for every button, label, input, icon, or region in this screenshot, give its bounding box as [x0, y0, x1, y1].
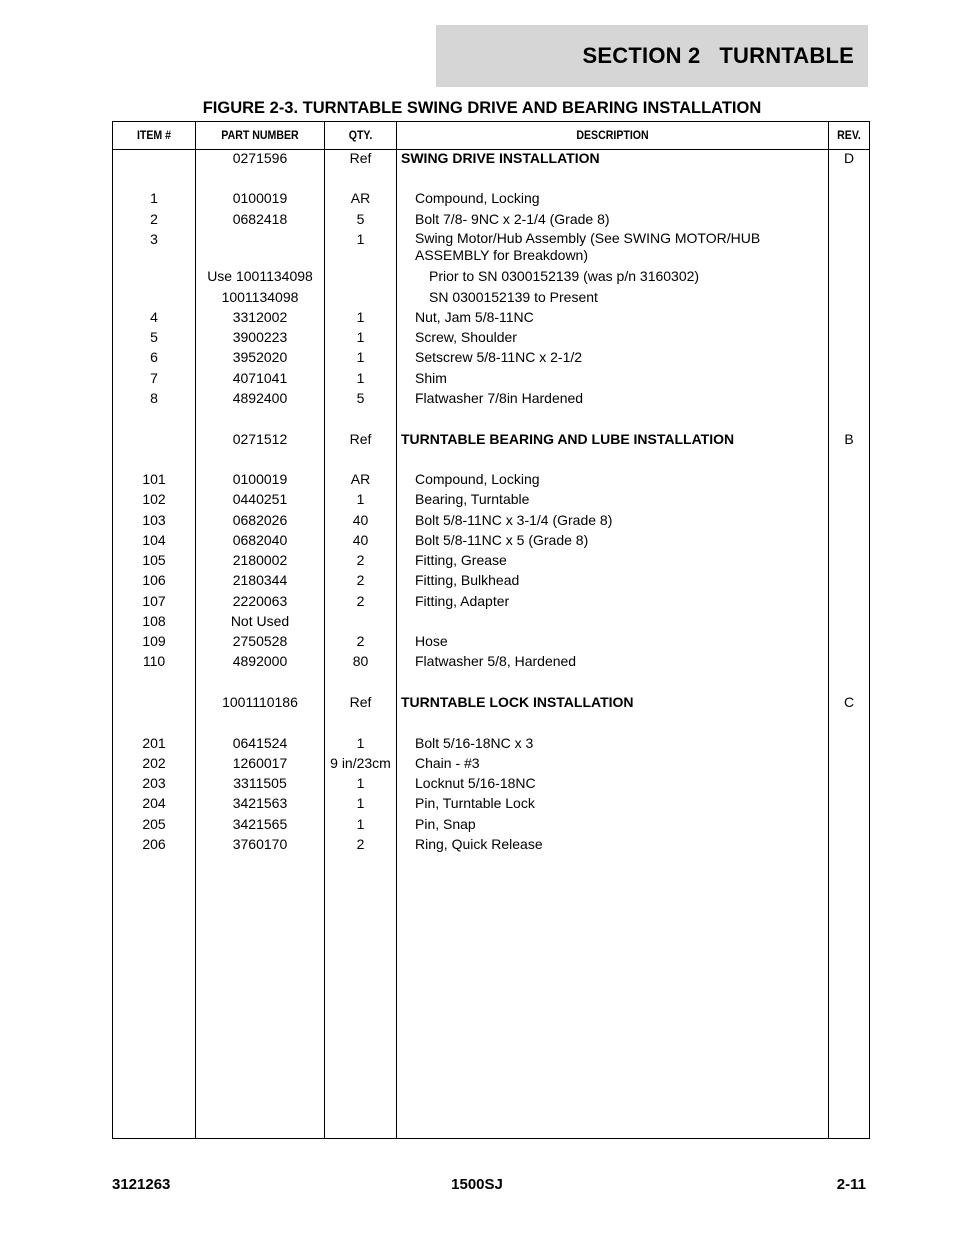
part-number: 3760170	[232, 836, 288, 852]
table-row	[113, 267, 869, 285]
item-number: 4	[150, 309, 158, 325]
part-number: 4071041	[232, 370, 288, 386]
part-number: 1001110186	[222, 694, 298, 710]
item-number: 2	[150, 211, 158, 227]
footer-page-number: 2-11	[836, 1176, 866, 1193]
description: Flatwasher 7/8in Hardened	[415, 390, 584, 406]
quantity: 1	[356, 795, 365, 811]
column-header-part-number: PART NUMBER	[221, 129, 299, 142]
quantity: 1	[356, 491, 365, 507]
item-number: 206	[142, 836, 166, 852]
quantity: 2	[356, 552, 365, 568]
quantity: 2	[356, 593, 365, 609]
table-row	[113, 551, 869, 569]
part-number: 1001134098	[221, 289, 299, 305]
quantity: 1	[356, 349, 365, 365]
table-row	[113, 612, 869, 630]
part-number: 0682040	[232, 532, 288, 548]
quantity: 1	[356, 329, 365, 345]
description: Hose	[415, 633, 448, 649]
part-number: 0100019	[232, 190, 288, 206]
footer-document-number: 3121263	[112, 1176, 171, 1193]
table-row	[113, 754, 869, 772]
part-number: Not Used	[230, 613, 290, 629]
description: Fitting, Grease	[415, 552, 507, 568]
part-number: 3900223	[232, 329, 288, 345]
item-number: 103	[142, 512, 166, 528]
column-header-description: DESCRIPTION	[576, 129, 649, 142]
part-number: 3312002	[232, 309, 288, 325]
part-number: 1260017	[232, 755, 288, 771]
item-number: 204	[142, 795, 166, 811]
description: Bolt 7/8- 9NC x 2-1/4 (Grade 8)	[415, 211, 610, 227]
part-number: 0100019	[232, 471, 288, 487]
description: Locknut 5/16-18NC	[415, 775, 536, 791]
quantity: 1	[356, 370, 365, 386]
assembly-title: SWING DRIVE INSTALLATION	[401, 150, 600, 166]
quantity: 2	[356, 572, 365, 588]
table-row	[113, 592, 869, 610]
quantity: 1	[356, 231, 365, 247]
table-row	[113, 389, 869, 407]
part-number: 3421565	[232, 816, 288, 832]
item-number: 104	[142, 532, 166, 548]
column-header-qty: QTY.	[348, 129, 373, 142]
table-row	[113, 308, 869, 326]
quantity: 1	[356, 735, 365, 751]
part-number: 4892400	[232, 390, 288, 406]
item-number: 205	[142, 816, 166, 832]
description: Swing Motor/Hub Assembly (See SWING MOTOR/HUB ASSEMBLY for Breakdown)	[415, 230, 761, 263]
table-row	[113, 774, 869, 792]
part-number: 2180002	[232, 552, 288, 568]
part-number: 3952020	[232, 349, 288, 365]
table-row	[113, 288, 869, 306]
quantity: 9 in/23cm	[330, 755, 391, 771]
item-number: 8	[150, 390, 158, 406]
item-number: 106	[142, 572, 166, 588]
description: Bolt 5/8-11NC x 3-1/4 (Grade 8)	[415, 512, 613, 528]
quantity: Ref	[349, 150, 372, 166]
description: Compound, Locking	[415, 190, 540, 206]
item-number: 5	[150, 329, 158, 345]
table-row	[113, 430, 869, 448]
description: Pin, Turntable Lock	[415, 795, 535, 811]
description: Flatwasher 5/8, Hardened	[415, 653, 577, 669]
description: SN 0300152139 to Present	[429, 289, 598, 305]
quantity: AR	[350, 190, 371, 206]
description: Compound, Locking	[415, 471, 540, 487]
description: Ring, Quick Release	[415, 836, 543, 852]
quantity: 40	[352, 532, 369, 548]
item-number: 201	[142, 735, 166, 751]
assembly-title: TURNTABLE LOCK INSTALLATION	[401, 694, 634, 710]
part-number: 0682026	[232, 512, 288, 528]
part-number: 3311505	[233, 775, 287, 791]
footer-model: 1500SJ	[451, 1176, 503, 1193]
item-number: 107	[142, 593, 166, 609]
column-header-item: ITEM #	[136, 129, 172, 142]
quantity: 80	[352, 653, 369, 669]
table-row	[113, 652, 869, 670]
table-row	[113, 794, 869, 812]
item-number: 6	[150, 349, 158, 365]
revision: C	[843, 694, 855, 710]
section-header	[436, 25, 868, 87]
description: Prior to SN 0300152139 (was p/n 3160302)	[429, 268, 700, 284]
description: Chain - #3	[415, 755, 480, 771]
quantity: Ref	[349, 694, 372, 710]
part-number: Use 1001134098	[207, 268, 313, 284]
description: Bolt 5/8-11NC x 5 (Grade 8)	[415, 532, 589, 548]
item-number: 105	[142, 552, 166, 568]
quantity: 40	[352, 512, 369, 528]
revision: B	[844, 431, 854, 447]
table-row	[113, 571, 869, 589]
table-row	[113, 815, 869, 833]
table-row	[113, 632, 869, 650]
part-number: 0271596	[232, 150, 288, 166]
table-row	[113, 511, 869, 529]
part-number: 0440251	[232, 491, 288, 507]
description: Fitting, Bulkhead	[415, 572, 520, 588]
table-row	[113, 369, 869, 387]
description: Bearing, Turntable	[415, 491, 530, 507]
item-number: 110	[142, 653, 166, 669]
quantity: 2	[356, 633, 365, 649]
table-row	[113, 210, 869, 228]
parts-table	[112, 121, 870, 1139]
table-row	[113, 835, 869, 853]
table-row	[113, 734, 869, 752]
quantity: Ref	[349, 431, 372, 447]
quantity: 1	[356, 775, 365, 791]
item-number: 102	[142, 491, 166, 507]
part-number: 3421563	[232, 795, 288, 811]
table-row	[113, 490, 869, 508]
part-number: 2750528	[232, 633, 288, 649]
item-number: 3	[150, 231, 158, 247]
description: Screw, Shoulder	[415, 329, 517, 345]
item-number: 7	[150, 370, 158, 386]
quantity: 5	[356, 211, 365, 227]
item-number: 1	[150, 190, 158, 206]
item-number: 203	[142, 775, 166, 791]
part-number: 2180344	[232, 572, 288, 588]
table-row	[113, 470, 869, 488]
quantity: 1	[356, 309, 365, 325]
item-number: 101	[142, 471, 166, 487]
item-number: 109	[142, 633, 166, 649]
table-row	[113, 230, 869, 266]
description: Bolt 5/16-18NC x 3	[415, 735, 534, 751]
description: Setscrew 5/8-11NC x 2-1/2	[415, 349, 583, 365]
part-number: 2220063	[232, 593, 288, 609]
quantity: 1	[356, 816, 365, 832]
description: Nut, Jam 5/8-11NC	[415, 309, 534, 325]
table-row	[113, 149, 869, 167]
table-row	[113, 189, 869, 207]
assembly-title: TURNTABLE BEARING AND LUBE INSTALLATION	[401, 431, 735, 447]
table-row	[113, 531, 869, 549]
quantity: AR	[350, 471, 371, 487]
item-number: 202	[142, 755, 166, 771]
table-row	[113, 693, 869, 711]
description: Pin, Snap	[415, 816, 476, 832]
part-number: 0271512	[232, 431, 288, 447]
description: Shim	[415, 370, 447, 386]
revision: D	[843, 150, 855, 166]
figure-title: FIGURE 2-3. TURNTABLE SWING DRIVE AND BEARING INSTALLATION	[202, 99, 762, 117]
table-row	[113, 348, 869, 366]
description: Fitting, Adapter	[415, 593, 510, 609]
part-number: 0641524	[232, 735, 288, 751]
table-row	[113, 328, 869, 346]
item-number: 108	[142, 613, 166, 629]
quantity: 5	[356, 390, 365, 406]
column-header-rev: REV.	[837, 129, 861, 142]
part-number: 4892000	[232, 653, 288, 669]
quantity: 2	[356, 836, 365, 852]
part-number: 0682418	[232, 211, 288, 227]
section-title: SECTION 2 TURNTABLE	[582, 43, 854, 68]
